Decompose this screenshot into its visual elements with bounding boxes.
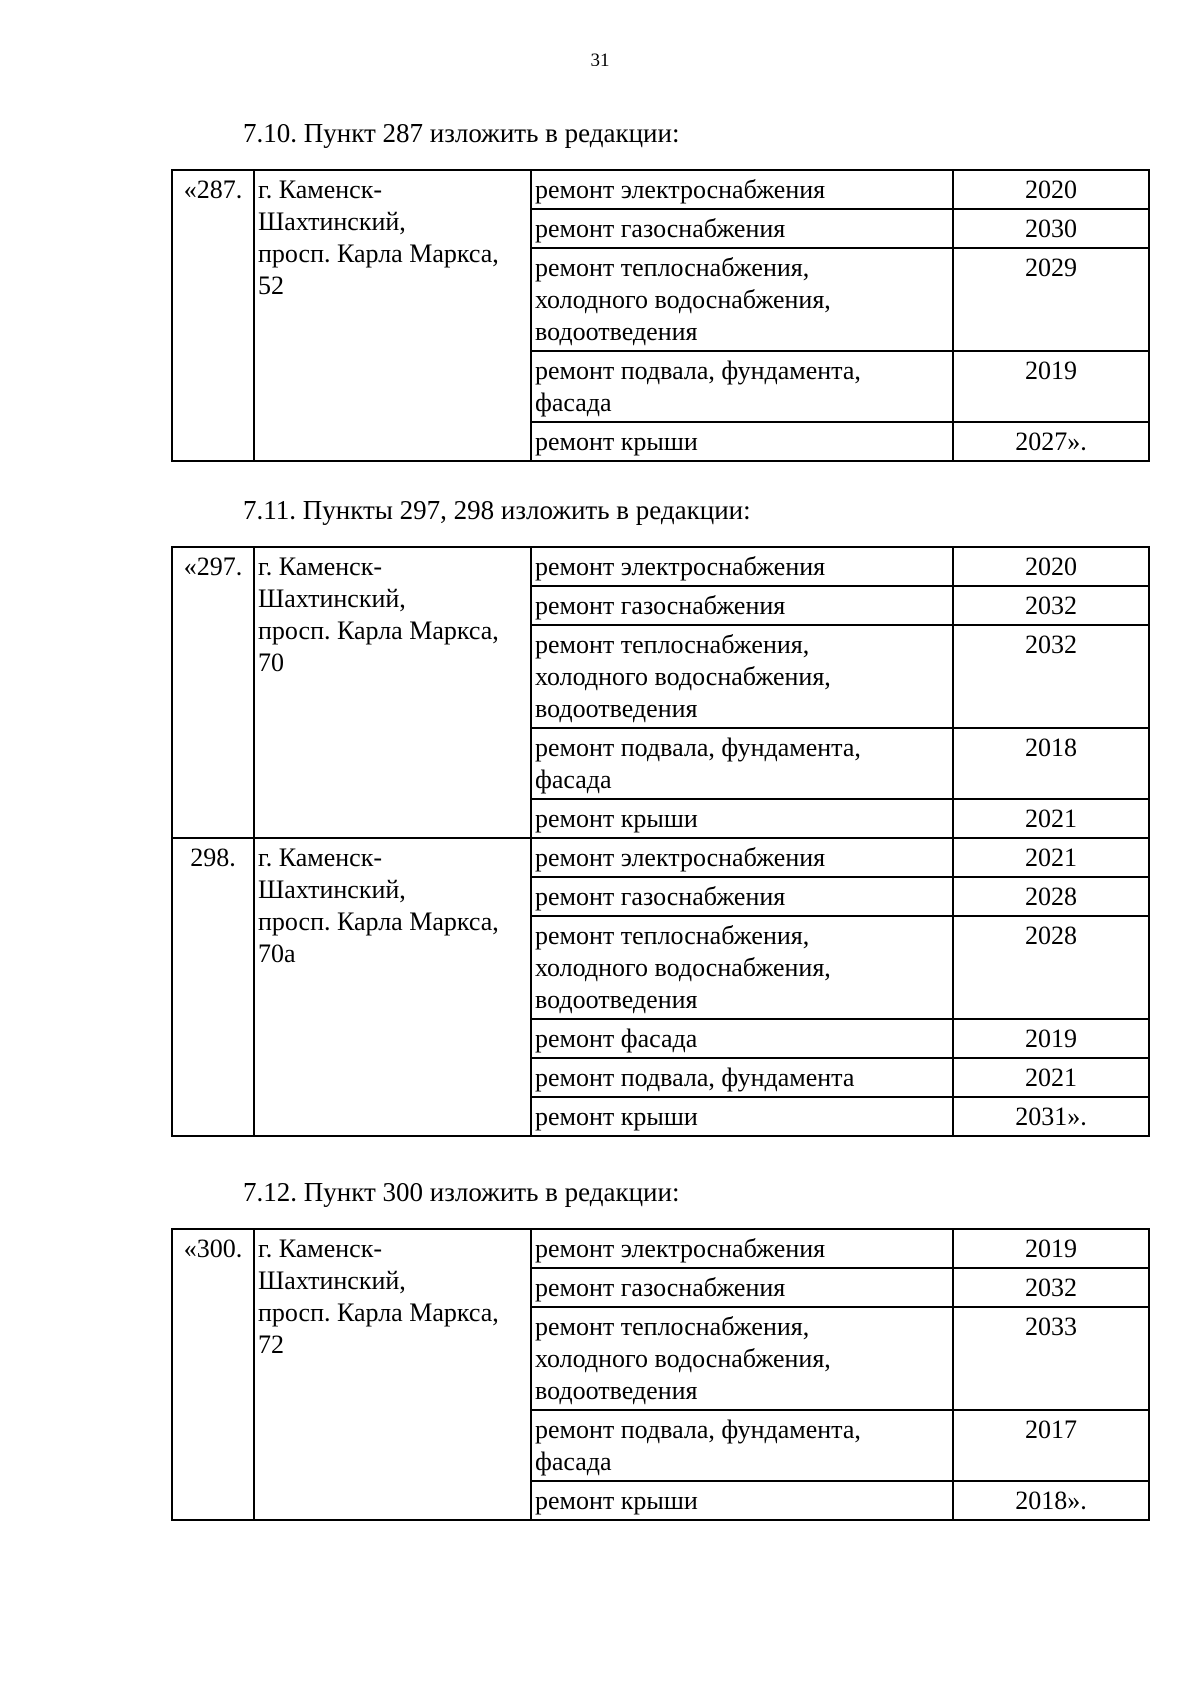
work-year: 2019 [953,351,1149,422]
table-row [172,1229,1149,1268]
item-address: г. Каменск- Шахтинский, просп. Карла Маркса, 70 [254,547,531,838]
page-number: 31 [590,50,610,71]
work-name: ремонт теплоснабжения, холодного водоснабжения, водоотведения [531,1307,953,1410]
work-name: ремонт подвала, фундамента, фасада [531,351,953,422]
work-name: ремонт электроснабжения [531,838,953,877]
work-year: 2030 [953,209,1149,248]
work-year: 2020 [953,547,1149,586]
work-year: 2033 [953,1307,1149,1410]
work-year: 2021 [953,1058,1149,1097]
table-item-300 [171,1228,1150,1521]
work-year: 2029 [953,248,1149,351]
work-year: 2027». [953,422,1149,461]
work-name: ремонт подвала, фундамента, фасада [531,728,953,799]
work-name: ремонт газоснабжения [531,877,953,916]
work-year: 2028 [953,877,1149,916]
work-name: ремонт электроснабжения [531,170,953,209]
item-number: «297. [172,547,254,838]
section-heading-7-12: 7.12. Пункт 300 изложить в редакции: [243,1177,680,1207]
work-name: ремонт крыши [531,1097,953,1136]
section-heading-7-11: 7.11. Пункты 297, 298 изложить в редакции: [243,495,751,525]
work-name: ремонт теплоснабжения, холодного водоснабжения, водоотведения [531,916,953,1019]
work-year: 2032 [953,625,1149,728]
work-name: ремонт электроснабжения [531,1229,953,1268]
table-row [172,547,1149,586]
table-item-287 [171,169,1150,462]
item-address: г. Каменск- Шахтинский, просп. Карла Маркса, 70а [254,838,531,1136]
table-items-297-298 [171,546,1150,1137]
work-year: 2019 [953,1019,1149,1058]
work-name: ремонт теплоснабжения, холодного водоснабжения, водоотведения [531,248,953,351]
item-number: «300. [172,1229,254,1520]
work-name: ремонт фасада [531,1019,953,1058]
work-year: 2028 [953,916,1149,1019]
item-address: г. Каменск- Шахтинский, просп. Карла Маркса, 72 [254,1229,531,1520]
work-name: ремонт крыши [531,422,953,461]
work-year: 2020 [953,170,1149,209]
table-row [172,170,1149,209]
work-name: ремонт подвала, фундамента, фасада [531,1410,953,1481]
work-year: 2018 [953,728,1149,799]
table-row [172,838,1149,877]
work-name: ремонт теплоснабжения, холодного водоснабжения, водоотведения [531,625,953,728]
work-name: ремонт электроснабжения [531,547,953,586]
work-year: 2032 [953,586,1149,625]
work-name: ремонт крыши [531,1481,953,1520]
item-number: 298. [172,838,254,1136]
item-number: «287. [172,170,254,461]
work-year: 2018». [953,1481,1149,1520]
section-heading-7-10: 7.10. Пункт 287 изложить в редакции: [243,118,680,148]
work-name: ремонт подвала, фундамента [531,1058,953,1097]
work-year: 2017 [953,1410,1149,1481]
work-year: 2019 [953,1229,1149,1268]
work-name: ремонт крыши [531,799,953,838]
work-name: ремонт газоснабжения [531,209,953,248]
work-year: 2021 [953,838,1149,877]
work-name: ремонт газоснабжения [531,1268,953,1307]
work-year: 2032 [953,1268,1149,1307]
item-address: г. Каменск- Шахтинский, просп. Карла Маркса, 52 [254,170,531,461]
work-name: ремонт газоснабжения [531,586,953,625]
work-year: 2031». [953,1097,1149,1136]
work-year: 2021 [953,799,1149,838]
